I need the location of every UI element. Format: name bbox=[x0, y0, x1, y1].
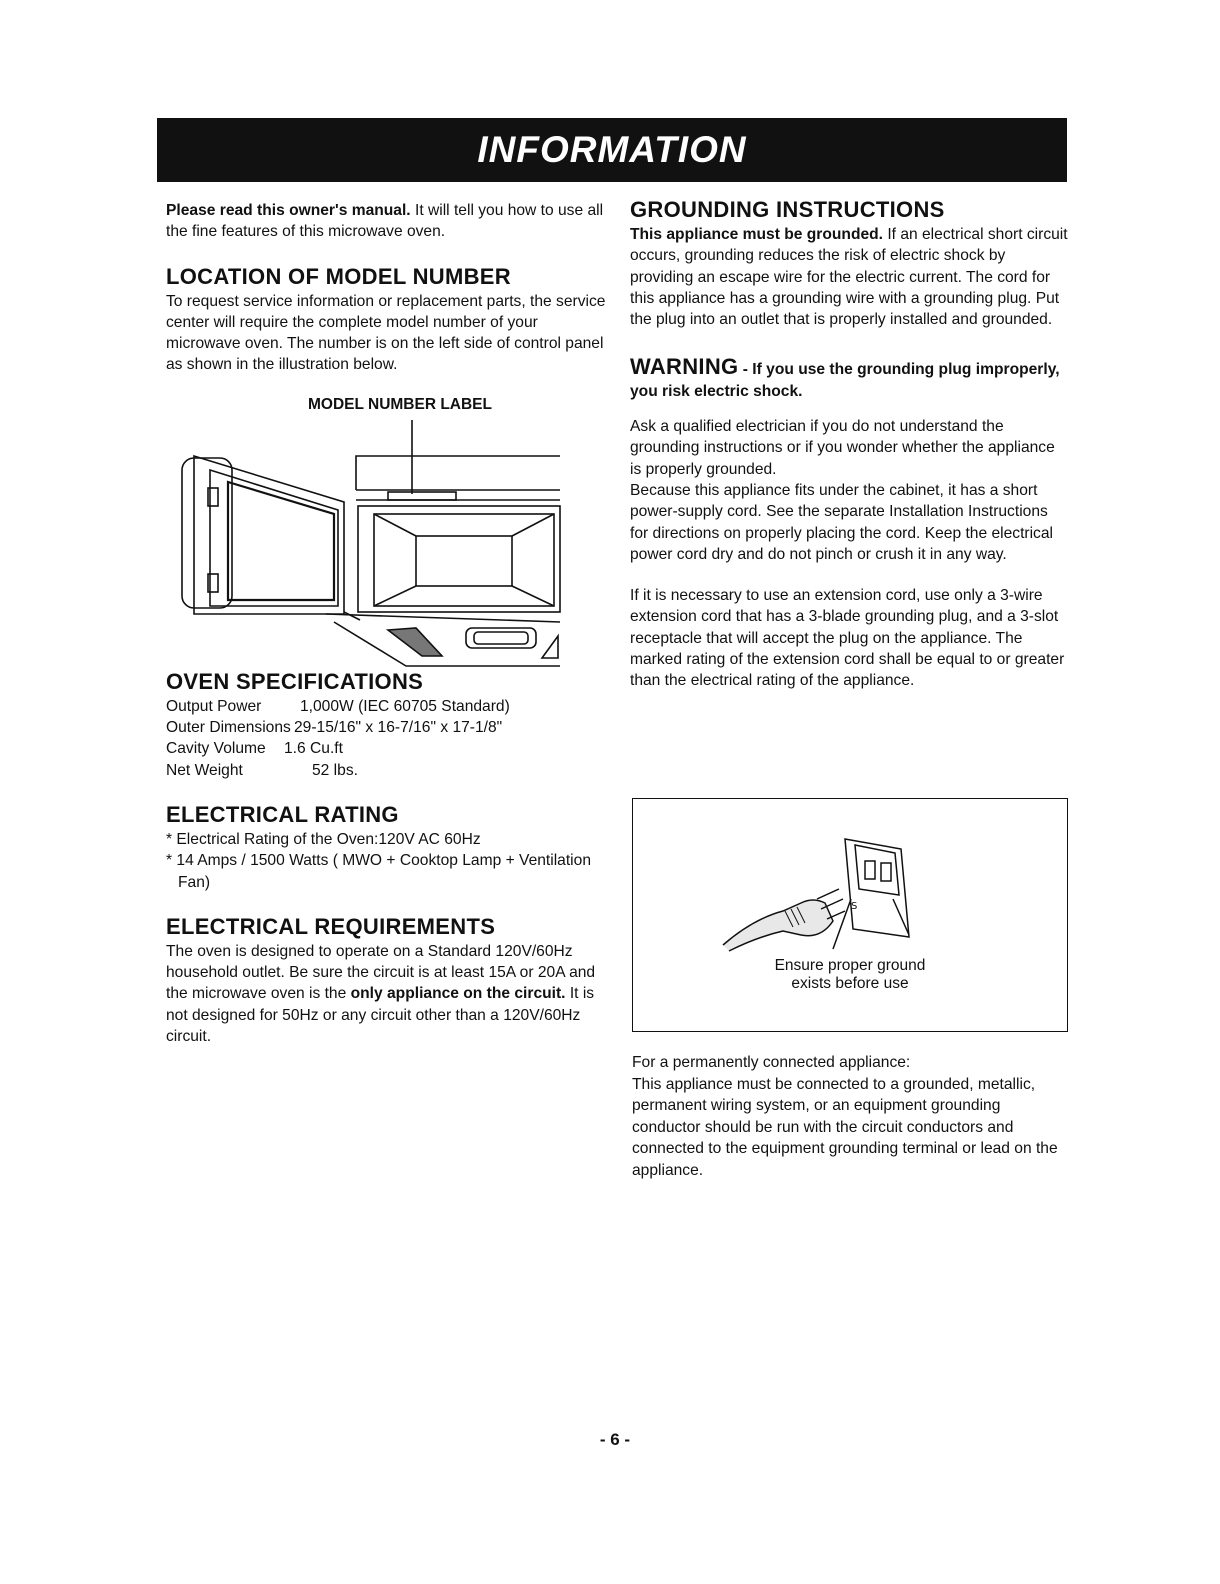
permanent-line-1: For a permanently connected appliance: bbox=[632, 1054, 911, 1071]
warning-heading: WARNING - If you use the grounding plug improperly, you risk electric shock. bbox=[630, 354, 1060, 400]
grounding-heading: GROUNDING INSTRUCTIONS bbox=[630, 197, 945, 222]
oven-drawing bbox=[166, 394, 566, 844]
warning-para-1: Ask a qualified electrician if you do not understand the grounding instructions or if you wonder whether the appliance is properly grounded. bbox=[630, 418, 1055, 478]
header-banner bbox=[157, 118, 1067, 182]
right-column bbox=[630, 196, 1070, 692]
spec-value: 29-15/16" x 16-7/16" x 17-1/8" bbox=[294, 719, 503, 737]
page-title: INFORMATION bbox=[477, 129, 747, 170]
location-heading: LOCATION OF MODEL NUMBER bbox=[166, 263, 511, 289]
oven-illustration bbox=[174, 394, 574, 834]
grounded-plug-illustration bbox=[633, 799, 1069, 959]
spec-key: Net Weight bbox=[166, 761, 243, 779]
left-column bbox=[166, 200, 606, 1047]
location-text: To request service information or replacement parts, the service center will require the complete model number of your microwave oven. The number is on the left side of control panel as shown in the illustration below. bbox=[166, 292, 606, 374]
intro-text: It will tell you how to use all the fine features of this microwave oven. bbox=[166, 202, 604, 241]
model-number-label-caption: MODEL NUMBER LABEL bbox=[308, 395, 492, 413]
rating-heading: ELECTRICAL RATING bbox=[166, 801, 399, 827]
spec-value: 1,000W (IEC 60705 Standard) bbox=[300, 697, 510, 715]
spec-key: Outer Dimensions bbox=[166, 719, 291, 737]
page-number: - 6 - bbox=[599, 1430, 631, 1449]
spec-value: 1.6 Cu.ft bbox=[284, 740, 343, 758]
grounding-caption: Ensure proper ground exists before use bbox=[774, 957, 926, 992]
intro-bold: Please read this owner's manual. bbox=[166, 202, 411, 219]
rating-line-2: * 14 Amps / 1500 Watts ( MWO + Cooktop Lamp + Ventilation Fan) bbox=[166, 852, 591, 891]
grounding-illustration-box bbox=[632, 798, 1068, 1032]
requirements-text: The oven is designed to operate on a Standard 120V/60Hz household outlet. Be sure the circuit is at least 15A or 20A and the microwave oven is the only appliance on the circuit. It is not designed for 50Hz or any circuit other than a 120V/60Hz circuit. bbox=[166, 942, 596, 1046]
intro-paragraph bbox=[166, 200, 606, 243]
permanent-text: This appliance must be connected to a grounded, metallic, permanent wiring system, or an equipment grounding conductor should be run with the circuit conductors and connected to the equipment grounding terminal or lead on the appliance. bbox=[632, 1075, 1058, 1179]
grounding-text: This appliance must be grounded. If an electrical short circuit occurs, grounding reduces the risk of electric shock by providing an escape wire for the electric current. The cord for this appliance has a grounding wire with a grounding plug. Put the plug into an outlet that is properly installed and grounded. bbox=[630, 226, 1068, 329]
requirements-heading: ELECTRICAL REQUIREMENTS bbox=[166, 913, 496, 939]
warning-para-2: Because this appliance fits under the cabinet, it has a short power-supply cord. See the separate Installation Instructions for directions on properly placing the cord. Keep the electrical power cord dry and do not pinch or crush it in any way. bbox=[630, 481, 1053, 563]
spec-key: Output Power bbox=[166, 697, 262, 715]
slot-letter: S bbox=[851, 901, 858, 912]
spec-key: Cavity Volume bbox=[166, 740, 266, 758]
spec-value: 52 lbs. bbox=[312, 761, 358, 779]
warning-para-3: If it is necessary to use an extension cord, use only a 3-wire extension cord that has a 3-blade grounding plug, and a 3-slot receptacle that will accept the plug on the appliance. The marked rating of the extension cord shall be equal to or greater than the electrical rating of the appliance. bbox=[630, 587, 1065, 690]
permanent-connection-section bbox=[632, 1052, 1072, 1181]
specs-heading: OVEN SPECIFICATIONS bbox=[166, 668, 424, 694]
rating-line-1: * Electrical Rating of the Oven:120V AC 60Hz bbox=[166, 830, 481, 848]
